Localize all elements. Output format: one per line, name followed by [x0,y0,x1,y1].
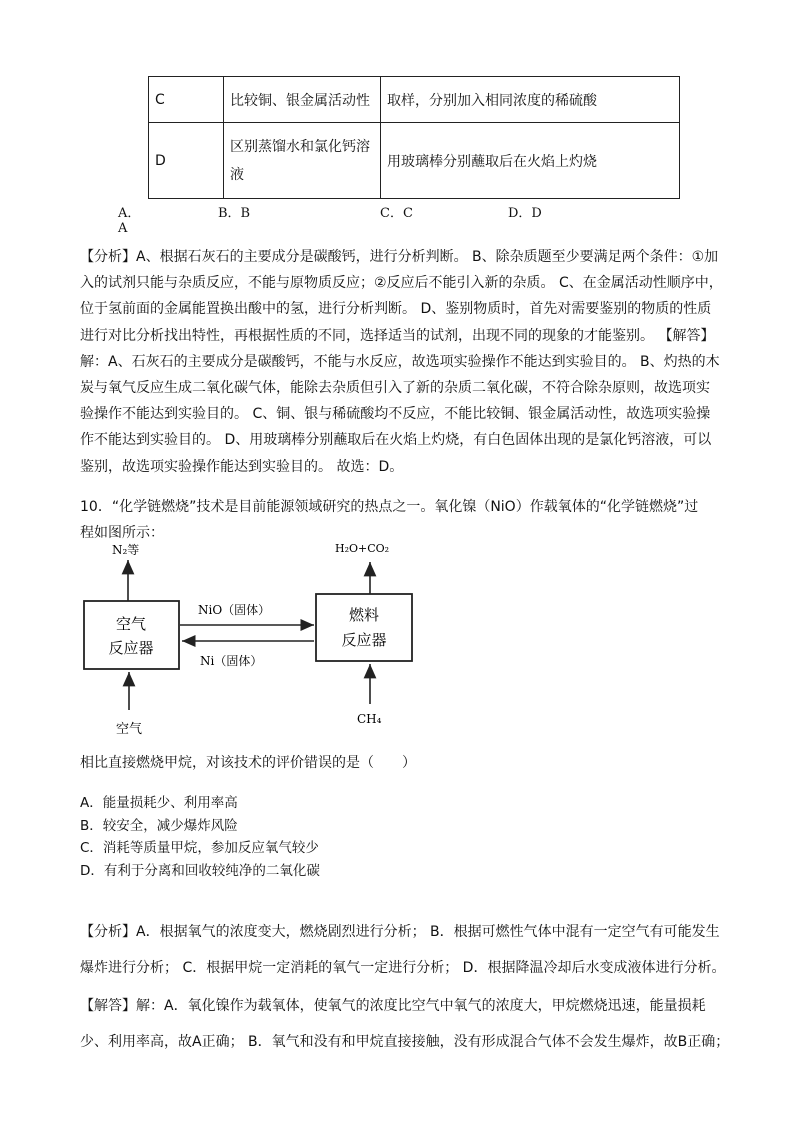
option-b: B．较安全，减少爆炸风险 [80,817,238,834]
stem-line: 程如图所示： [80,525,164,541]
analysis-line: 【分析】A．根据氧气的浓度变大，燃烧剧烈进行分析； B．根据可燃性气体中混有一定空气有可能发生 [80,924,720,940]
analysis-q10 [80,914,730,1060]
analysis-line: 【分析】A、根据石灰石的主要成分是碳酸钙，进行分析判断。 B、除杂质题至少要满足两个条件：①加 [80,249,719,265]
air-reactor-label: 空气 [115,615,147,633]
bottom-left-input: 空气 [116,722,143,737]
top-right-output: H₂O+CO₂ [335,542,390,555]
fuel-reactor-label: 燃料 [348,606,380,624]
row-goal [224,123,381,199]
analysis-line: 爆炸进行分析； C．根据甲烷一定消耗的氧气一定进行分析； D．根据降温冷却后水变成液体进行分析。 [80,960,726,976]
air-reactor-label: 反应器 [108,639,154,657]
top-left-output: N₂等 [112,543,140,557]
analysis-line: 解：A、石灰石的主要成分是碳酸钙，不能与水反应，故选项实验操作不能达到实验目的。 B、灼热的木 [80,353,720,370]
analysis-line: 进行对比分析找出特性，再根据性质的不同，选择适当的试剂，出现不同的现象的才能鉴别。 【解答】 [80,327,715,344]
analysis-q9 [80,244,730,480]
option-b: B．B [218,206,251,221]
fuel-reactor-box [316,594,412,661]
analysis-line: 少、利用率高，故A正确； B．氧气和没有和甲烷直接接触，没有形成混合气体不会发生爆炸，故B正确； [80,1034,730,1050]
bottom-right-input: CH₄ [357,712,382,726]
row-method: 取样，分别加入相同浓度的稀硫酸 [381,77,680,123]
option-a: A．A [118,206,141,236]
options-table [148,76,680,199]
option-a: A．能量损耗少、利用率高 [80,795,238,811]
analysis-line: 入的试剂只能与杂质反应，不能与原物质反应；②反应后不能引入新的杂质。 C、在金属活动性顺序中， [80,275,723,292]
q10-options [80,792,730,882]
option-d: D．D [508,206,542,221]
q10-stem [80,494,730,546]
table-row [149,77,680,123]
option-c: C．消耗等质量甲烷，参加反应氧气较少 [80,840,319,856]
row-goal-line: 区别蒸馏水和氯化钙溶 [230,138,370,155]
table-row [149,123,680,199]
analysis-line: 作不能达到实验目的。 D、用玻璃棒分别蘸取后在火焰上灼烧，有白色固体出现的是氯化钙溶液，可以 [80,432,712,449]
analysis-line: 位于氢前面的金属能置换出酸中的氢，进行分析判断。 D、鉴别物质时，首先对需要鉴别的物质的性质 [80,301,712,318]
q10-question: 相比直接燃烧甲烷，对该技术的评价错误的是（ ） [80,755,416,771]
chemical-looping-diagram [80,540,480,740]
row-method: 用玻璃棒分别蘸取后在火焰上灼烧 [381,123,680,199]
fuel-reactor-label: 反应器 [341,631,387,649]
air-reactor-box [84,601,179,669]
analysis-line: 鉴别，故选项实验操作能达到实验目的。 故选：D。 [80,458,404,475]
analysis-line: 炭与氧气反应生成二氧化碳气体，能除去杂质但引入了新的杂质二氧化碳，不符合除杂原则，故选项实 [80,380,710,397]
arrow-right-label: NiO（固体） [198,603,271,617]
stem-line: 10．“化学链燃烧”技术是目前能源领域研究的热点之一。氧化镍（NiO）作载氧体的“化学链燃烧”过 [80,499,699,515]
arrow-left-label: Ni（固体） [200,654,263,668]
option-c: C．C [380,206,413,221]
row-goal: 比较铜、银金属活动性 [224,77,381,123]
analysis-line: 【解答】解：A．氧化镍作为载氧体，使氧气的浓度比空气中氧气的浓度大，甲烷燃烧迅速，能量损耗 [80,998,706,1014]
option-d: D．有利于分离和回收较纯净的二氧化碳 [80,862,320,879]
row-label: D [149,123,224,199]
row-goal-line: 液 [230,166,244,183]
analysis-line: 验操作不能达到实验目的。 C、铜、银与稀硫酸均不反应，不能比较铜、银金属活动性，故选项实验操 [80,406,711,423]
row-label: C [149,77,224,123]
